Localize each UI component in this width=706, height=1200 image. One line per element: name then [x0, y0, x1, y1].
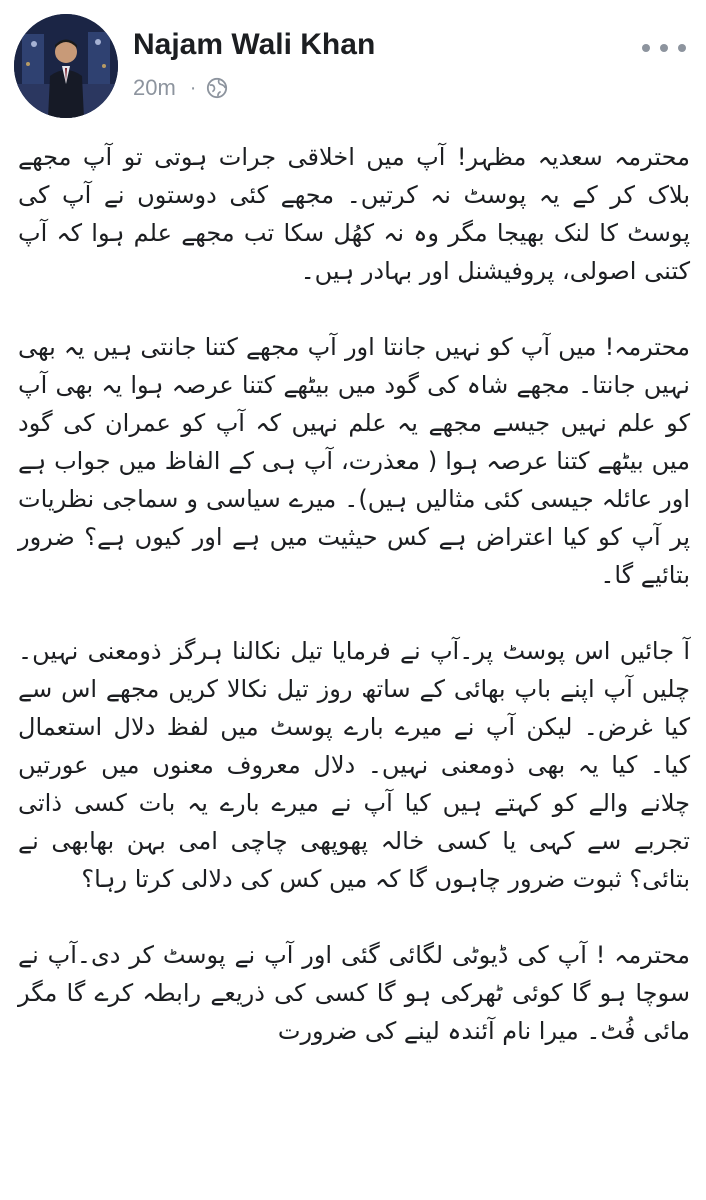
post-paragraph: آ جائیں اس پوسٹ پر۔آپ نے فرمایا تیل نکالنا ہرگز ذومعنی نہیں۔ چلیں آپ اپنے باپ بھائی کے ساتھ روز تیل نکالا کریں مجھے اس سے کیا غرض۔ لیکن آپ نے میرے بارے پوسٹ میں لفظ دلال استعمال کیا۔ کیا یہ بھی ذومعنی نہیں۔ دلال معروف معنوں میں عورتیں چلانے والے کو کہتے ہیں کیا آپ نے میرے بارے یہ بات کسی ذاتی تجربے سے کہی یا کسی خالہ پھوپھی چاچی امی بہن بھابھی نے بتائی؟ ثبوت ضرور چاہوں گا کہ میں کس کی دلالی کرتا رہا؟: [18, 637, 690, 893]
post-paragraph: محترمہ! میں آپ کو نہیں جانتا اور آپ مجھے کتنا جانتی ہیں یہ بھی نہیں جانتا۔ مجھے شاہ کی گود میں بیٹھے کتنا عرصہ ہوا یہ بھی آپ کو علم نہیں جیسے مجھے یہ علم نہیں کہ آپ کو عمران کی گود میں بیٹھے کتنا عرصہ ہوا ( معذرت، آپ ہی کے الفاظ میں جواب ہے اور عائلہ جیسی کئی مثالیں ہیں)۔ میرے سیاسی و سماجی نظریات پر آپ کو کیا اعتراض ہے کس حیثیت میں ہے اور کیوں ہے؟ ضرور بتائیے گا۔: [18, 333, 690, 589]
post-body: [18, 138, 690, 1088]
post-timestamp[interactable]: 20m: [133, 75, 176, 100]
more-dot: [678, 44, 686, 52]
avatar-photo: [14, 14, 118, 118]
post-meta: [133, 74, 228, 102]
author-name[interactable]: Najam Wali Khan: [133, 28, 376, 61]
more-horizontal-icon: [642, 44, 650, 52]
post-paragraph: محترمہ سعدیہ مظہر! آپ میں اخلاقی جرات ہوتی تو آپ مجھے بلاک کر کے یہ پوسٹ نہ کرتیں۔ مجھے کئی دوستوں نے آپ کی پوسٹ کا لنک بھیجا مگر وہ نہ کھُل سکا تب مجھے علم ہوا کہ آپ کتنی اصولی، پروفیشنل اور بہادر ہیں۔: [18, 143, 690, 285]
avatar[interactable]: [14, 14, 118, 118]
more-options-button[interactable]: [642, 36, 686, 60]
globe-icon[interactable]: [206, 77, 228, 99]
post-paragraph: محترمہ ! آپ کی ڈیوٹی لگائی گئی اور آپ نے پوسٹ کر دی۔آپ نے سوچا ہو گا کوئی ٹھرکی ہو گا کسی کی ذریعے رابطہ کرے گا مگر مائی فُٹ۔ میرا نام آئندہ لینے کی ضرورت: [18, 941, 690, 1045]
more-dot: [660, 44, 668, 52]
meta-separator: ·: [189, 76, 197, 99]
post-header: [0, 0, 706, 118]
